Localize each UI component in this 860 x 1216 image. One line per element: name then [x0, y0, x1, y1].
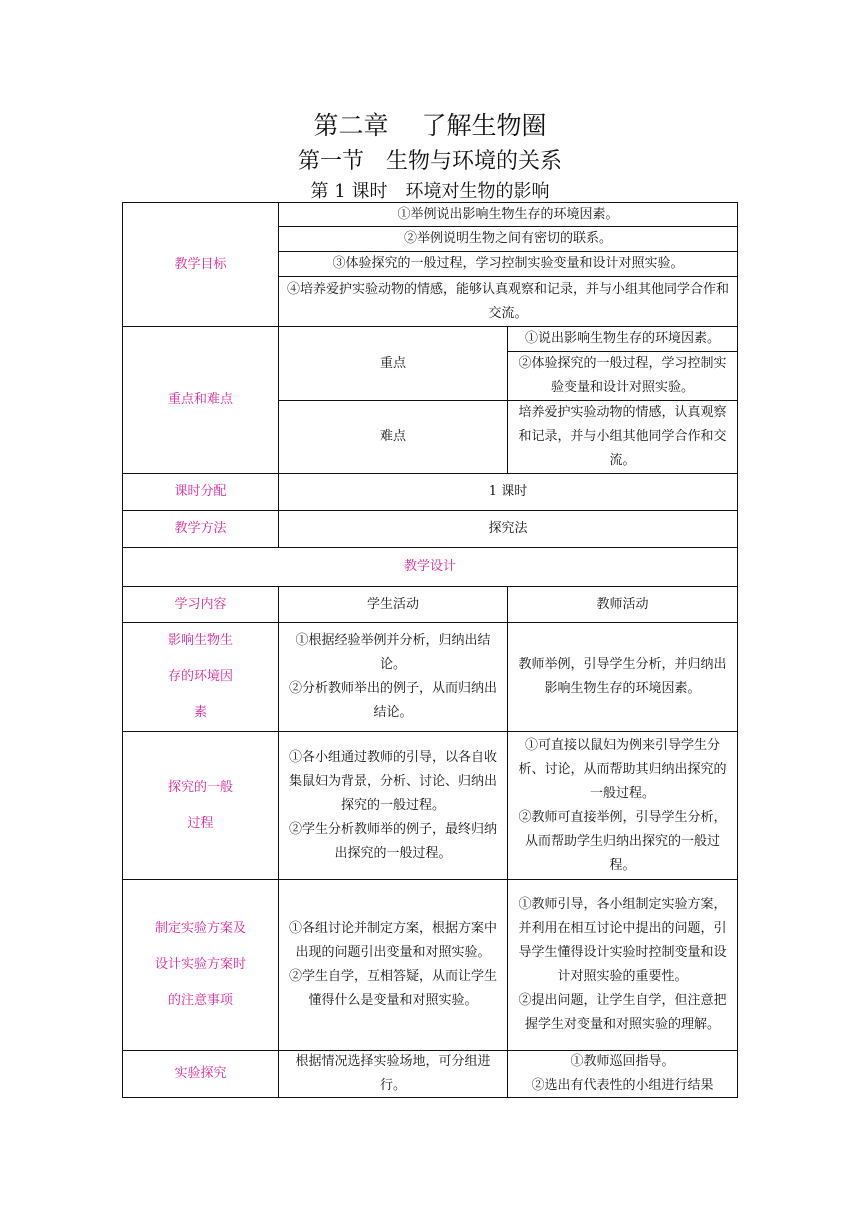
keypoints-label: 重点和难点 [122, 326, 279, 474]
row-student: ①各小组通过教师的引导，以各自收集鼠妇为背景，分析、讨论、归纳出探究的一般过程。 ②学生分析教师举的例子，最终归纳出探究的一般过程。 [278, 731, 508, 880]
section-title: 第一节 生物与环境的关系 [297, 149, 562, 174]
teacher-header: 教师活动 [507, 586, 738, 623]
hours-label: 课时分配 [122, 473, 279, 511]
difficult-label: 难点 [278, 400, 508, 474]
key-label: 重点 [278, 326, 508, 401]
method-label: 教学方法 [122, 510, 279, 548]
key-item-2: ②体验探究的一般过程，学习控制实验变量和设计对照实验。 [507, 351, 738, 401]
row-content: 影响生物生存的环境因素 [122, 622, 279, 732]
lesson-title: 第 1 课时 环境对生物的影响 [310, 181, 550, 202]
row-teacher: ①教师引导，各小组制定实验方案，并利用在相互讨论中提出的问题，引导学生懂得设计实验时控制变量和设计对照实验的重要性。 ②提出问题，让学生自学，但注意把握学生对变量和对照实验的理解。 [507, 879, 738, 1051]
row-teacher: ①教师巡回指导。 ②选出有代表性的小组进行结果 [507, 1050, 738, 1098]
student-header: 学生活动 [278, 586, 508, 623]
row-student: 根据情况选择实验场地，可分组进行。 [278, 1050, 508, 1098]
key-item-1: ①说出影响生物生存的环境因素。 [507, 326, 738, 352]
row-teacher: ①可直接以鼠妇为例来引导学生分析、讨论，从而帮助其归纳出探究的一般过程。 ②教师可直接举例，引导学生分析，从而帮助学生归纳出探究的一般过程。 [507, 731, 738, 880]
design-label: 教学设计 [122, 547, 738, 587]
row-teacher: 教师举例，引导学生分析，并归纳出影响生物生存的环境因素。 [507, 622, 738, 732]
row-content: 制定实验方案及设计实验方案时的注意事项 [122, 879, 279, 1051]
lesson-plan-table [122, 202, 738, 1098]
row-student: ①各组讨论并制定方案，根据方案中出现的问题引出变量和对照实验。 ②学生自学，互相答疑，从而让学生懂得什么是变量和对照实验。 [278, 879, 508, 1051]
objective-2: ②举例说明生物之间有密切的联系。 [278, 226, 738, 252]
row-content: 实验探究 [122, 1050, 279, 1098]
row-content: 探究的一般过程 [122, 731, 279, 880]
objective-3: ③体验探究的一般过程，学习控制实验变量和设计对照实验。 [278, 251, 738, 277]
chapter-title: 第二章 了解生物圈 [313, 111, 547, 140]
objective-1: ①举例说出影响生物生存的环境因素。 [278, 202, 738, 227]
objectives-label: 教学目标 [122, 202, 279, 327]
content-header: 学习内容 [122, 586, 279, 623]
objective-4: ④培养爱护实验动物的情感，能够认真观察和记录，并与小组其他同学合作和交流。 [278, 276, 738, 327]
hours-value: 1 课时 [278, 473, 738, 511]
row-student: ①根据经验举例并分析，归纳出结论。 ②分析教师举出的例子，从而归纳出结论。 [278, 622, 508, 732]
method-value: 探究法 [278, 510, 738, 548]
difficult-text: 培养爱护实验动物的情感，认真观察和记录，并与小组其他同学合作和交流。 [507, 400, 738, 474]
